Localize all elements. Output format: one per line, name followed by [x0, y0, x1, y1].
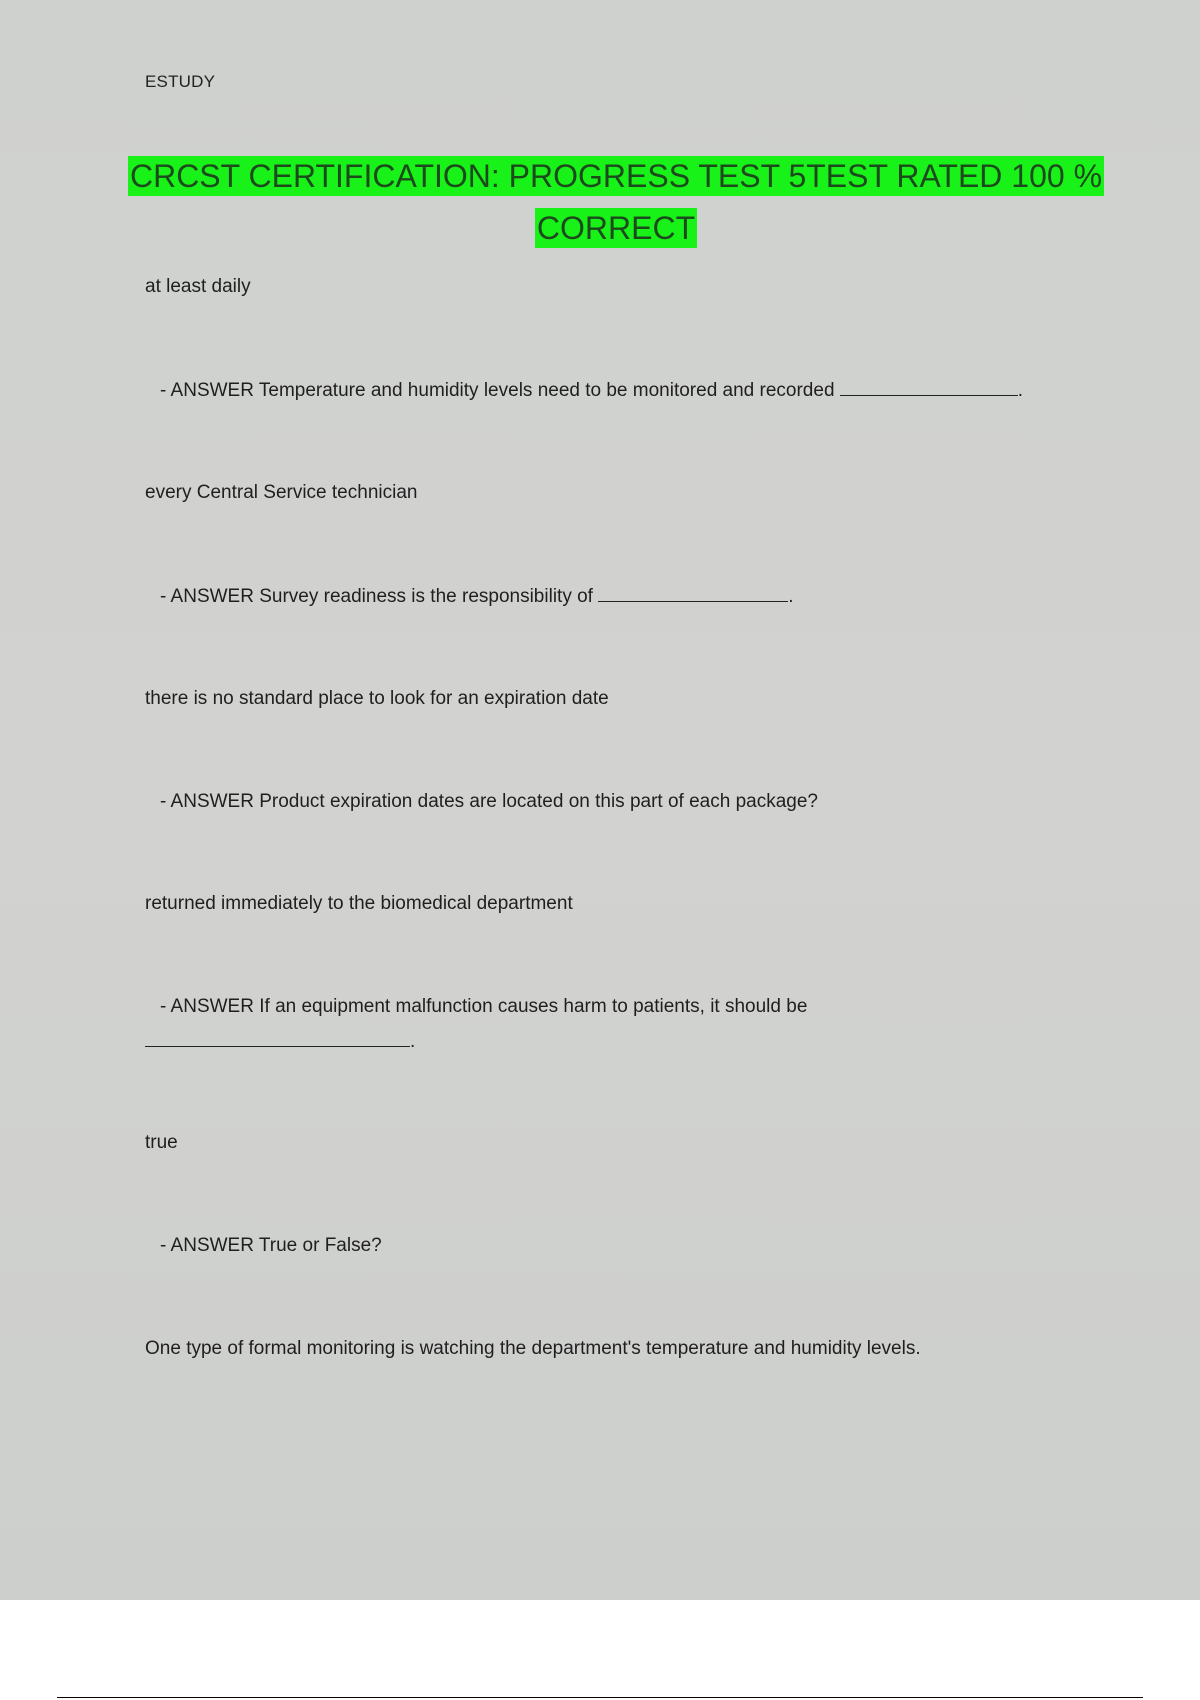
question-line	[160, 379, 1023, 402]
question-end: .	[410, 1031, 416, 1052]
answer-text: true	[145, 1132, 178, 1153]
question-text: - ANSWER Product expiration dates are located on this part of each package?	[160, 791, 818, 812]
question-text: - ANSWER If an equipment malfunction causes harm to patients, it should be	[160, 996, 808, 1017]
question-text: - ANSWER Temperature and humidity levels need to be monitored and recorded	[160, 380, 835, 401]
answer-blank	[598, 585, 788, 602]
question-line-continuation	[145, 1030, 415, 1053]
closing-line: One type of formal monitoring is watching the department's temperature and humidity levels.	[145, 1338, 921, 1359]
question-text: - ANSWER Survey readiness is the responsibility of	[160, 586, 593, 607]
document-title	[120, 150, 1112, 254]
document-header: ESTUDY	[145, 72, 216, 91]
answer-text: returned immediately to the biomedical department	[145, 893, 573, 914]
question-text: - ANSWER True or False?	[160, 1235, 382, 1256]
answer-text: there is no standard place to look for an expiration date	[145, 688, 609, 709]
answer-blank	[145, 1030, 410, 1047]
answer-text: every Central Service technician	[145, 482, 418, 503]
footer-rule	[57, 1697, 1143, 1698]
document-title-text: CRCST CERTIFICATION: PROGRESS TEST 5TEST RATED 100 % CORRECT	[129, 158, 1103, 246]
answer-blank	[840, 379, 1018, 396]
question-end: .	[788, 586, 794, 607]
answer-text: at least daily	[145, 276, 251, 297]
question-end: .	[1017, 380, 1024, 401]
question-line	[160, 585, 794, 608]
